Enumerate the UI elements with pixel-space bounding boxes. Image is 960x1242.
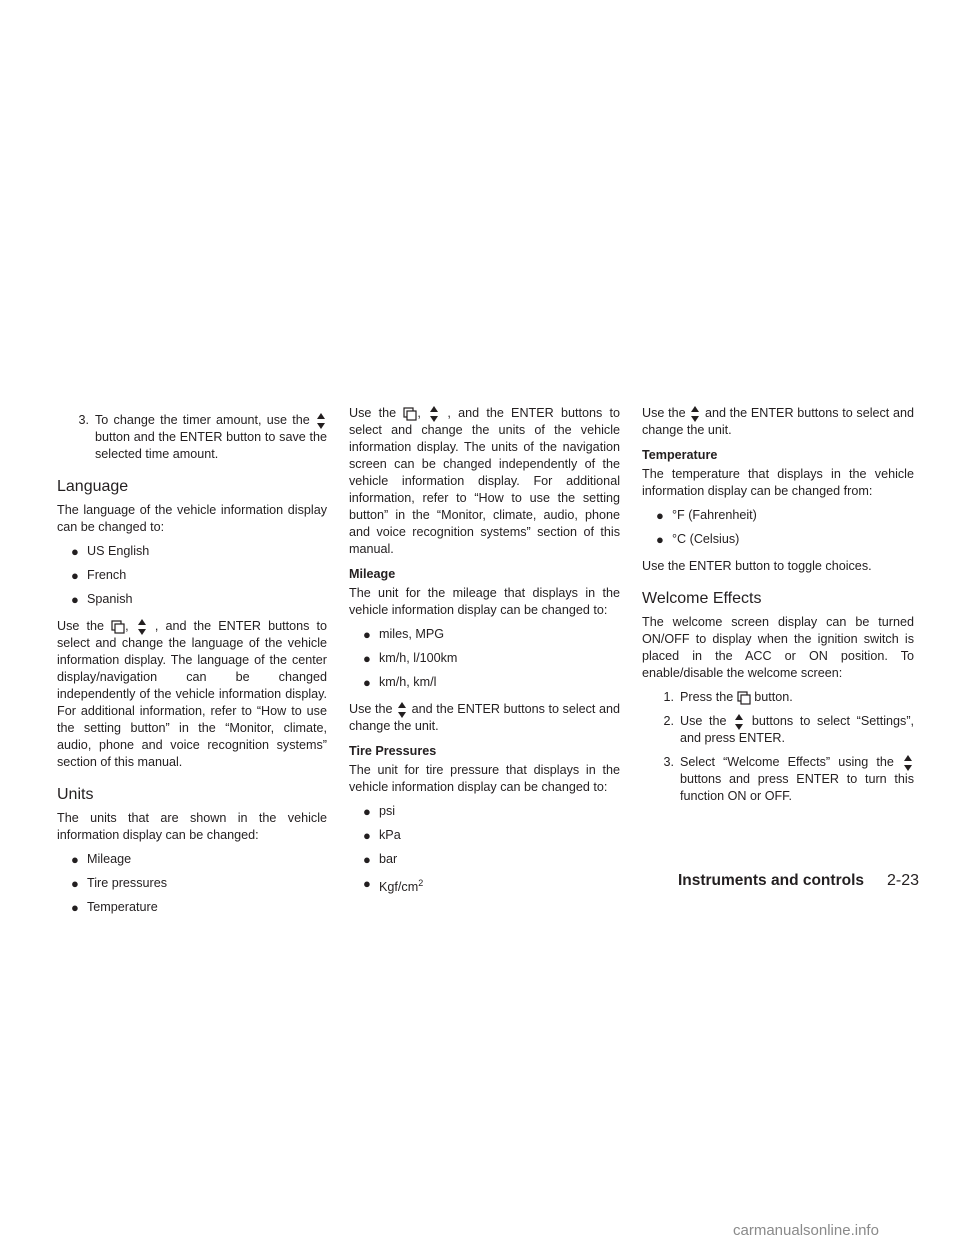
bullet-icon: ●	[363, 651, 371, 666]
up-down-arrow-icon	[396, 702, 408, 718]
welcome-step-1	[642, 689, 914, 706]
bullet-icon: ●	[363, 852, 371, 867]
list-item: ● miles, MPG	[363, 627, 445, 642]
step-number: 3.	[78, 413, 89, 427]
up-down-arrow-icon	[136, 619, 148, 635]
bullet-icon: ●	[363, 828, 371, 843]
temperature-heading: Temperature	[642, 448, 718, 462]
setting-button-icon	[403, 407, 417, 421]
column-1	[57, 405, 327, 916]
step-text-pre: To change the timer amount, use the	[95, 413, 310, 427]
bullet-icon: ●	[71, 568, 79, 583]
temperature-toggle: Use the ENTER button to toggle choices.	[642, 559, 872, 573]
welcome-step-3	[642, 754, 914, 805]
list-item: ● Tire pressures	[71, 876, 168, 891]
bullet-icon: ●	[71, 592, 79, 607]
list-item: ● Temperature	[71, 900, 158, 915]
bullet-icon: ●	[656, 532, 664, 547]
up-down-arrow-icon	[733, 714, 745, 730]
welcome-step-2	[642, 713, 914, 747]
tire-pressures-intro: The unit for tire pressure that displays in the vehicle information display can be changed to:	[349, 763, 620, 794]
bullet-icon: ●	[71, 544, 79, 559]
step-text: Press the button.	[680, 690, 793, 704]
step-text: Select “Welcome Effects” using the buttons and press ENTER to turn this function ON or OFF.	[680, 755, 914, 803]
timer-step-3	[57, 412, 327, 463]
setting-button-icon	[111, 620, 125, 634]
up-down-arrow-icon	[428, 406, 440, 422]
bullet-icon: ●	[363, 876, 371, 891]
units-body: Use the , , and the ENTER buttons to select and change the units of the vehicle information display. The units of the navigation screen can be changed independently of the vehicle information display. For additional information, refer to “How to use the setting button” in the “Monitor, climate, audio, phone and voice recognition systems” section of this manual.	[349, 406, 621, 556]
step-number: 3.	[663, 755, 674, 769]
step-text	[95, 412, 327, 463]
up-down-arrow-icon	[902, 755, 914, 771]
bullet-icon: ●	[363, 627, 371, 642]
list-item: ● Spanish	[71, 592, 133, 607]
page-footer	[0, 872, 960, 896]
step-number: 1.	[663, 690, 674, 704]
list-item: ● French	[71, 568, 127, 583]
language-intro: The language of the vehicle information display can be changed to:	[57, 503, 327, 534]
temperature-intro: The temperature that displays in the vehicle information display can be changed from:	[642, 467, 914, 498]
list-item: ● km/h, l/100km	[363, 651, 458, 666]
language-body: Use the , , and the ENTER buttons to select and change the language of the vehicle information display. The language of the center display/navigation can be changed independently of the vehicle information display. For additional information, refer to “How to use the setting button” in the “Monitor, climate, audio, phone and voice recognition systems” section of this manual.	[57, 619, 328, 769]
step-text-post: button and the ENTER button to save the selected time amount.	[95, 430, 327, 461]
page-number: 2-23	[886, 872, 919, 889]
list-item: ● km/h, km/l	[363, 675, 437, 690]
list-item: ● Kgf/$cm^2$	[363, 876, 424, 895]
units-intro: The units that are shown in the vehicle information display can be changed:	[57, 811, 327, 842]
section-title: Instruments and controls	[677, 872, 864, 889]
bullet-icon: ●	[656, 508, 664, 523]
step-number: 2.	[663, 714, 674, 728]
bullet-icon: ●	[71, 900, 79, 915]
units-heading: Units	[57, 786, 94, 803]
list-item: ● US English	[71, 544, 150, 559]
unit-use: Use the and the ENTER buttons to select and change the unit.	[642, 406, 915, 437]
list-item: ● Mileage	[71, 852, 132, 867]
welcome-intro: The welcome screen display can be turned ON/OFF to display when the ignition switch is placed in the ACC or ON position. To enable/disable the welcome screen:	[642, 615, 914, 680]
step-text: Use the buttons to select “Settings”, and press ENTER.	[680, 714, 915, 745]
list-item: ● psi	[363, 804, 396, 819]
mileage-use: Use the and the ENTER buttons to select and change the unit.	[349, 702, 621, 733]
up-down-arrow-icon	[689, 406, 701, 422]
bullet-icon: ●	[363, 804, 371, 819]
tire-pressures-heading: Tire Pressures	[349, 744, 437, 758]
mileage-heading: Mileage	[349, 567, 396, 581]
list-item: ● bar	[363, 852, 398, 867]
list-item: ● °F (Fahrenheit)	[656, 508, 757, 523]
setting-button-icon	[737, 691, 751, 705]
column-2	[349, 405, 620, 896]
bullet-icon: ●	[71, 876, 79, 891]
column-3	[642, 405, 914, 805]
welcome-effects-heading: Welcome Effects	[642, 590, 762, 607]
up-down-arrow-icon	[315, 413, 327, 429]
watermark: carmanualsonline.info	[733, 1222, 879, 1239]
bullet-icon: ●	[71, 852, 79, 867]
language-heading: Language	[57, 478, 129, 495]
bullet-icon: ●	[363, 675, 371, 690]
list-item: ● kPa	[363, 828, 401, 843]
mileage-intro: The unit for the mileage that displays in the vehicle information display can be changed to:	[349, 586, 620, 617]
list-item: ● °C (Celsius)	[656, 532, 740, 547]
